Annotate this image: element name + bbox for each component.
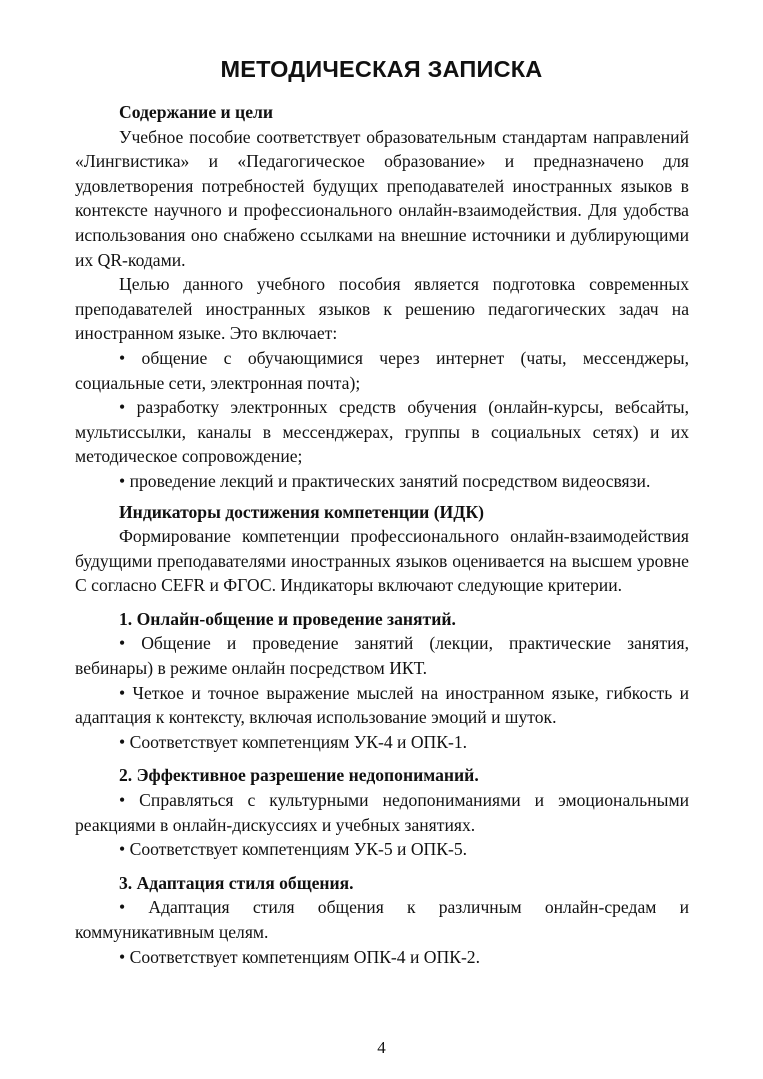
bullet-item [75, 837, 689, 862]
bullet-item [75, 788, 689, 837]
bullet-item [75, 945, 689, 970]
bullet-icon: • [119, 790, 126, 811]
page-content [75, 100, 689, 969]
section-heading-goals: Содержание и цели [119, 102, 274, 122]
bullet-item [75, 730, 689, 755]
bullet-item [75, 346, 689, 395]
bullet-icon: • [119, 839, 126, 860]
section-heading-indicators: Индикаторы достижения компетенции (ИДК) [119, 501, 484, 522]
criterion-heading-3: 3. Адаптация стиля общения. [119, 872, 354, 893]
bullet-item [75, 631, 689, 680]
page-number: 4 [377, 1038, 386, 1057]
bullet-item [75, 395, 689, 469]
bullet-icon: • [119, 633, 126, 654]
bullet-icon: • [119, 347, 126, 368]
bullet-item [75, 469, 689, 494]
paragraph-indicators: Формирование компетенции профессионального онлайн-взаимодействия будущими преподавателями иностранных языков оценивается на высшем уровне С согласно CEFR и ФГОС. Индикаторы включают следующие критерии. [75, 526, 689, 596]
bullet-icon: • [119, 470, 126, 491]
bullet-text: проведение лекций и практических занятий посредством видеосвязи. [129, 470, 651, 491]
bullet-text: Соответствует компетенциям УК-4 и ОПК-1. [129, 731, 468, 752]
bullet-text: Общение и проведение занятий (лекции, практические занятия, вебинары) в режиме онлайн посредством ИКТ. [75, 633, 689, 679]
bullet-text: общение с обучающимися через интернет (чаты, мессенджеры, социальные сети, электронная почта); [75, 347, 689, 393]
page-title: МЕТОДИЧЕСКАЯ ЗАПИСКА [220, 56, 543, 82]
paragraph-goals-intro: Учебное пособие соответствует образовательным стандартам направлений «Лингвистика» и «Педагогическое образование» и предназначено для удовлетворения потребностей будущих преподавателей иностранных языков в контексте научного и профессионального онлайн-взаимодействия. Для удобства использования оно снабжено ссылками на внешние источники и дублирующими их QR-кодами. [75, 126, 689, 270]
bullet-text: Соответствует компетенциям ОПК-4 и ОПК-2. [129, 946, 481, 967]
bullet-icon: • [119, 682, 126, 703]
criterion-heading-2: 2. Эффективное разрешение недопониманий. [119, 765, 479, 786]
bullet-text: разработку электронных средств обучения (онлайн-курсы, вебсайты, мультиссылки, каналы в мессенджерах, группы в социальных сетях) и их методическое сопровождение; [75, 397, 689, 467]
bullet-item [75, 895, 689, 944]
bullet-text: Четкое и точное выражение мыслей на иностранном языке, гибкость и адаптация к контексту, включая использование эмоций и шуток. [75, 682, 689, 728]
bullet-text: Адаптация стиля общения к различным онлайн-средам и коммуникативным целям. [75, 897, 689, 942]
bullet-icon: • [119, 731, 126, 752]
bullet-text: Справляться с культурными недопониманиями и эмоциональными реакциями в онлайн-дискуссиях и учебных занятиях. [75, 790, 689, 835]
bullet-icon: • [119, 897, 126, 918]
bullet-item [75, 681, 689, 730]
bullet-icon: • [119, 946, 126, 967]
bullet-icon: • [119, 397, 126, 418]
paragraph-goals-aim: Целью данного учебного пособия является подготовка современных преподавателей иностранных языков к решению педагогических задач на иностранном языке. Это включает: [75, 274, 689, 344]
bullet-text: Соответствует компетенциям УК-5 и ОПК-5. [129, 839, 468, 860]
criterion-heading-1: 1. Онлайн-общение и проведение занятий. [119, 608, 456, 629]
